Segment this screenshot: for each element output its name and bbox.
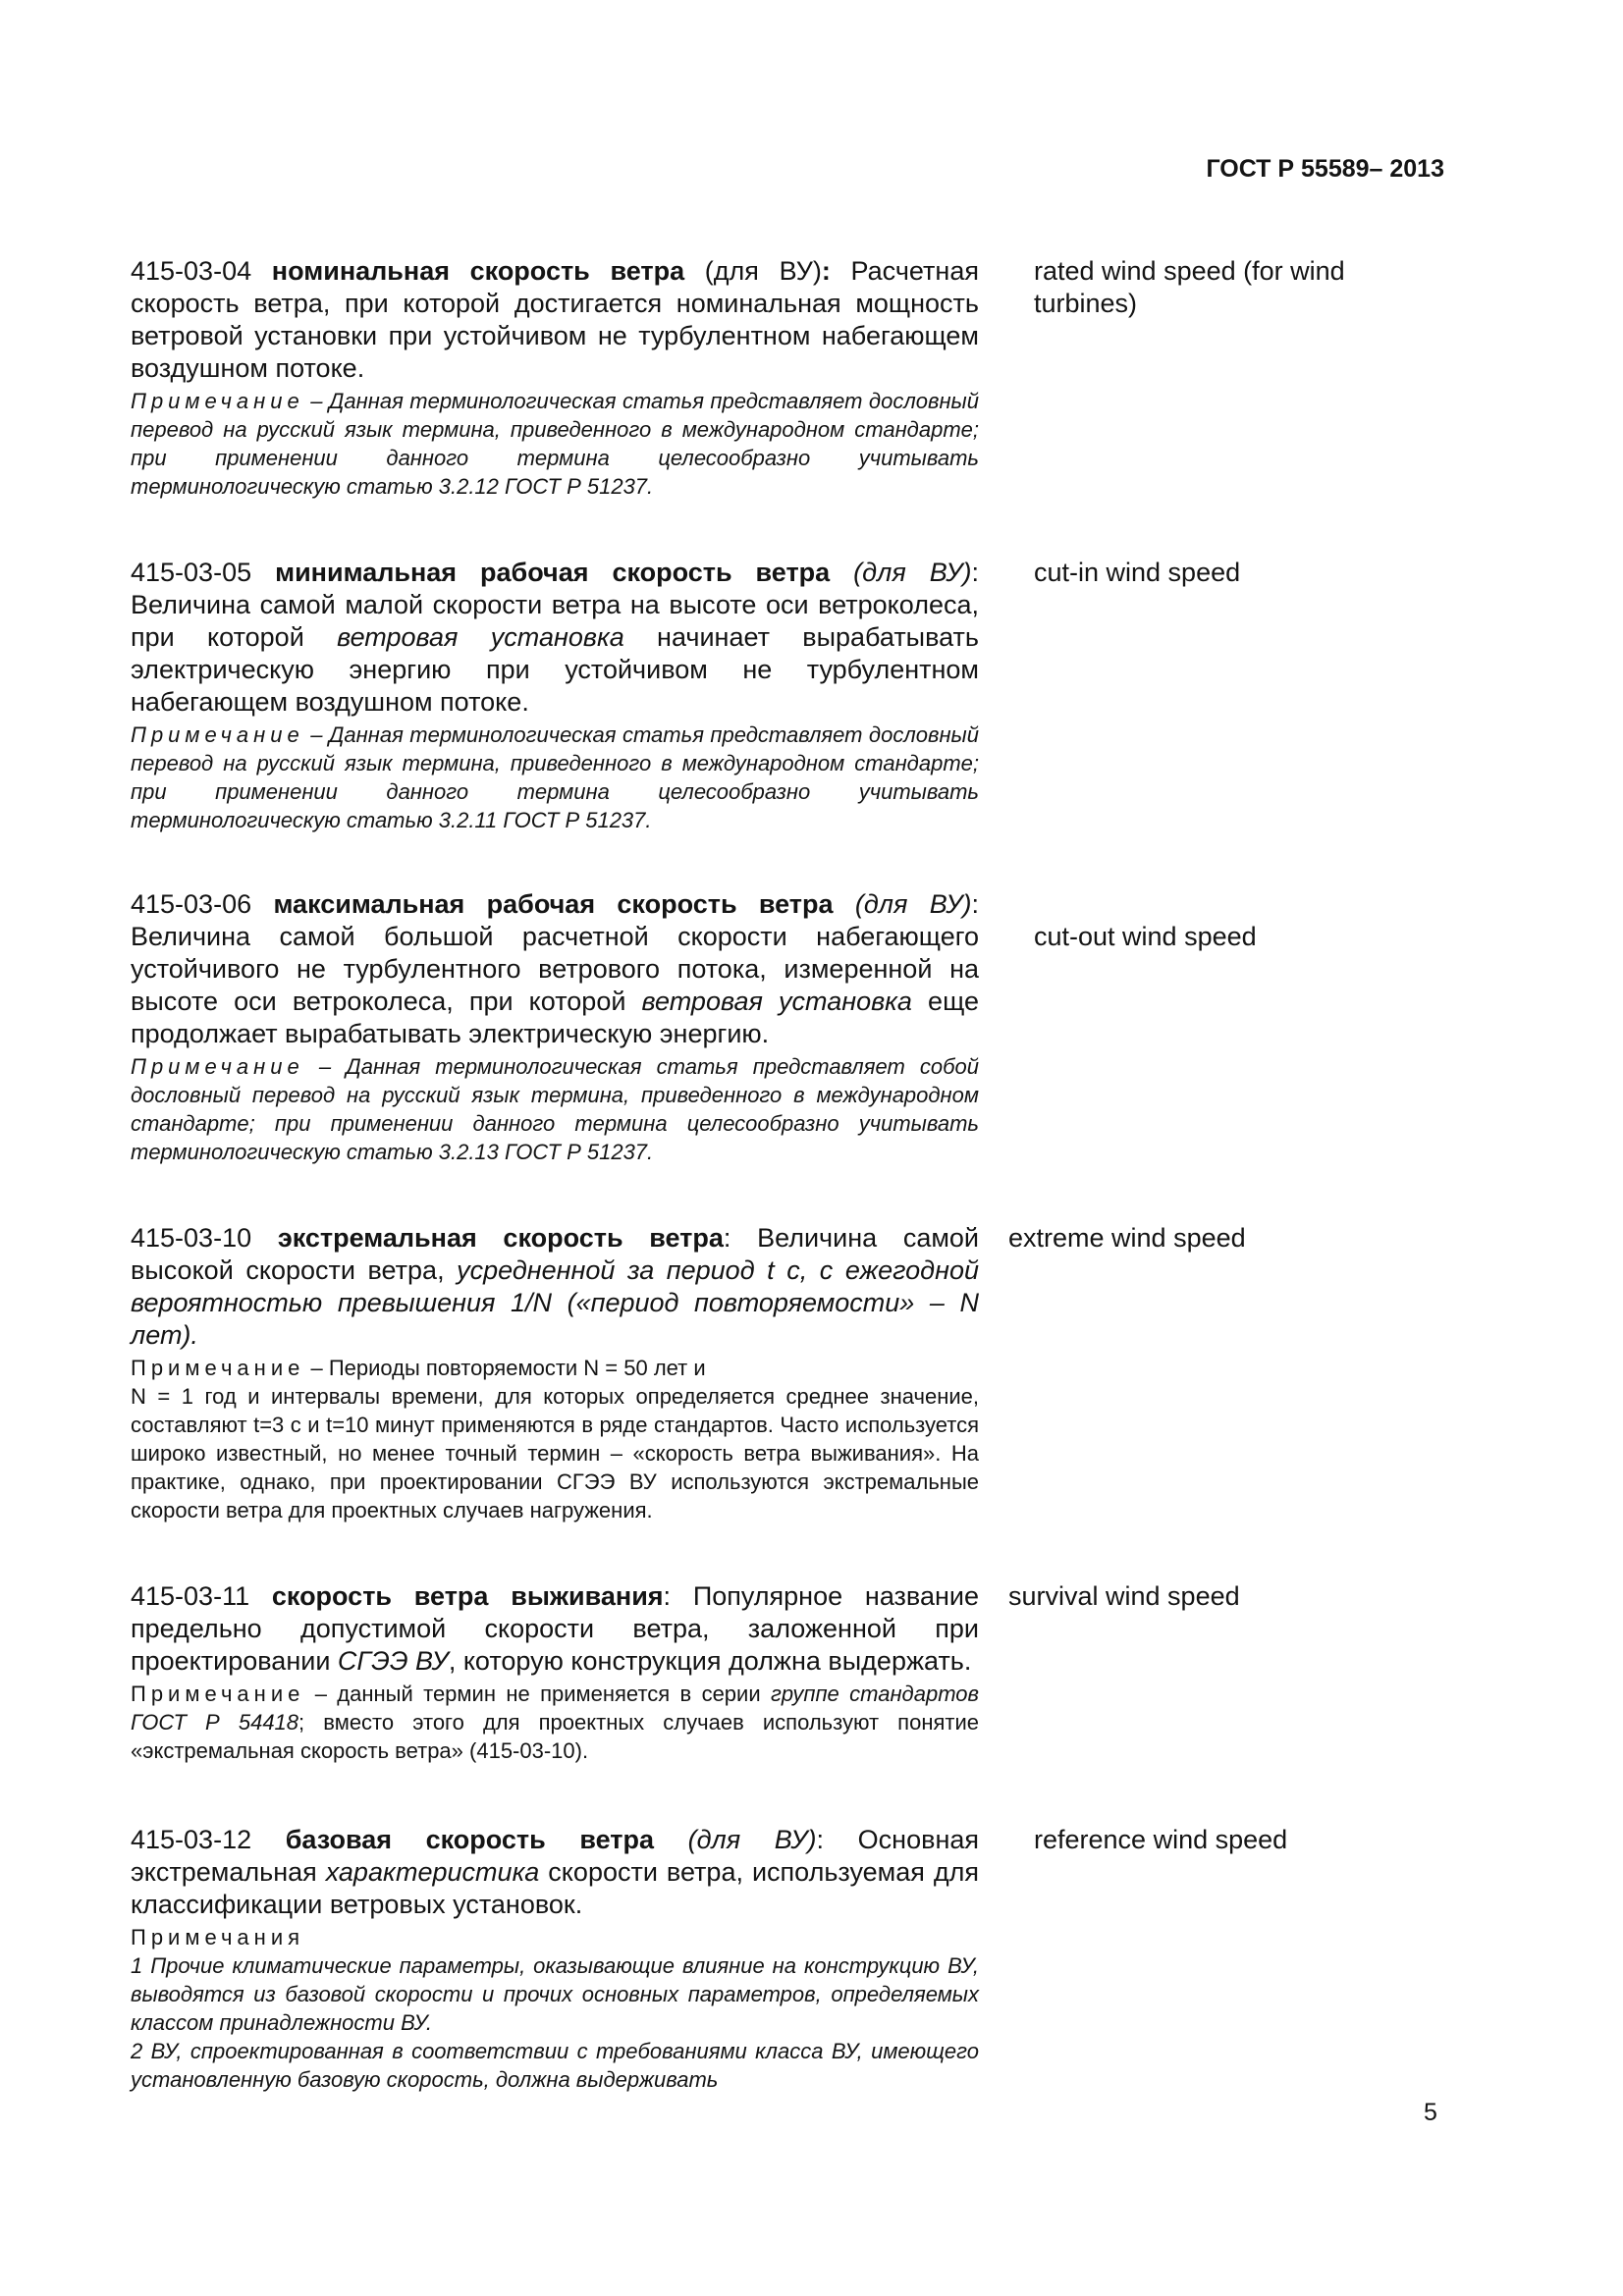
document-standard-number: ГОСТ Р 55589– 2013	[1206, 155, 1444, 183]
term-qualifier: (для ВУ)	[854, 889, 972, 919]
definition-text-continued: скорости ветра, используемая для классификации ветровых установок.	[131, 1857, 979, 1919]
note-text: – данный термин не применяется в серии	[314, 1682, 771, 1706]
english-equivalent: extreme wind speed	[1008, 1223, 1246, 1253]
note-text-continued: ; вместо этого для проектных случаев используют понятие «экстремальная скорость ветра» (415-03-10).	[131, 1710, 979, 1763]
english-equivalent: reference wind speed	[1034, 1825, 1288, 1854]
note-label: Примечание	[131, 1682, 305, 1706]
term-entry-415-03-12	[131, 1824, 979, 2094]
term-title: минимальная рабочая скорость ветра	[275, 558, 831, 587]
term-entry-415-03-05	[131, 557, 979, 834]
term-code: 415-03-04	[131, 256, 252, 286]
note-text: – Данная терминологическая статья представляет собой дословный перевод на русский язык термина, приведенного в международном стандарте; при применении данного термина целесообразно учитывать терминологическую статью 3.2.13 ГОСТ Р 51237.	[131, 1054, 980, 1164]
definition-text: Величина самой высокой скорости ветра,	[131, 1223, 979, 1285]
english-equivalent: cut-in wind speed	[1034, 558, 1241, 587]
english-equivalent: survival wind speed	[1008, 1581, 1240, 1611]
term-note-item: 1 Прочие климатические параметры, оказывающие влияние на конструкцию ВУ, выводятся из базовой скорости и прочих основных параметров, определяемых классом принадлежности ВУ.	[131, 1953, 979, 2035]
term-code: 415-03-11	[131, 1581, 250, 1611]
note-label: Примечания	[131, 1925, 305, 1949]
term-title: скорость ветра выживания	[271, 1581, 664, 1611]
term-note-item: 2 ВУ, спроектированная в соответствии с требованиями класса ВУ, имеющего установленную базовую скорость, должна выдерживать	[131, 2039, 979, 2092]
note-label: Примечание	[131, 1356, 305, 1380]
term-code: 415-03-10	[131, 1223, 252, 1253]
term-entry-415-03-11	[131, 1580, 979, 1765]
definition-text: Расчетная скорость ветра, при которой достигается номинальная мощность ветровой установки при устойчивом не турбулентном набегающем воздушном потоке.	[131, 256, 979, 383]
term-definition: 415-03-05 минимальная рабочая скорость ветра (для ВУ): Величина самой малой скорости ветра на высоте оси ветроколеса, при которой ветровая установка начинает вырабатывать электрическую энергию при устойчивом не турбулентном набегающем воздушном потоке.	[131, 558, 979, 717]
definition-italic: ветровая установка	[641, 987, 912, 1016]
term-definition: 415-03-12 базовая скорость ветра (для ВУ): Основная экстремальная характеристика скорости ветра, используемая для классификации ветровых установок.	[131, 1825, 979, 1919]
definition-text: Популярное название предельно допустимой скорости ветра, заложенной при проектировании	[131, 1581, 979, 1676]
term-entry-415-03-10	[131, 1222, 979, 1524]
term-code: 415-03-12	[131, 1825, 252, 1854]
note-label: Примечание	[131, 722, 304, 747]
term-definition: 415-03-04 номинальная скорость ветра (для ВУ): Расчетная скорость ветра, при которой достигается номинальная мощность ветровой установки при устойчивом не турбулентном набегающем воздушном потоке.	[131, 256, 979, 383]
note-label: Примечание	[131, 389, 304, 413]
definition-italic: СГЭЭ ВУ	[337, 1646, 449, 1676]
term-note	[131, 1052, 979, 1166]
definition-text: Величина самой большой расчетной скорости набегающего устойчивого не турбулентного ветрового потока, измеренной на высоте оси ветроколеса, при которой	[131, 922, 979, 1016]
term-title: максимальная рабочая скорость ветра	[273, 889, 834, 919]
term-note	[131, 721, 979, 834]
english-equivalent: rated wind speed (for wind turbines)	[1034, 256, 1345, 318]
term-title: экстремальная скорость ветра	[277, 1223, 724, 1253]
note-text: – Данная терминологическая статья представляет дословный перевод на русский язык термина, приведенного в международном стандарте; при применении данного термина целесообразно учитывать терминологическую статью 3.2.12 ГОСТ Р 51237.	[131, 389, 979, 499]
definition-text-continued: еще продолжает вырабатывать электрическую энергию.	[131, 987, 980, 1048]
note-text-continued: N = 1 год и интервалы времени, для которых определяется среднее значение, составляют t=3 с и t=10 минут применяются в ряде стандартов. Часто используется широко известный, но менее точный термин – «скорость ветра выживания». На практике, однако, при проектировании СГЭЭ ВУ используются экстремальные скорости ветра для проектных случаев нагружения.	[131, 1384, 979, 1522]
page-number: 5	[1424, 2099, 1437, 2126]
note-text: – Периоды повторяемости N = 50 лет и	[310, 1356, 706, 1380]
term-qualifier: (для ВУ)	[704, 256, 822, 286]
term-note	[131, 1354, 979, 1524]
note-label: Примечание	[131, 1054, 304, 1079]
definition-italic: усредненной за период t с, с ежегодной вероятностью превышения 1/N («период повторяемости» – N лет).	[131, 1255, 979, 1350]
term-definition: 415-03-11 скорость ветра выживания: Популярное название предельно допустимой скорости ветра, заложенной при проектировании СГЭЭ ВУ, которую конструкция должна выдержать.	[131, 1581, 979, 1676]
term-definition: 415-03-10 экстремальная скорость ветра: Величина самой высокой скорости ветра, усредненной за период t с, с ежегодной вероятностью превышения 1/N («период повторяемости» – N лет).	[131, 1223, 979, 1350]
term-qualifier: (для ВУ)	[687, 1825, 817, 1854]
note-text: – Данная терминологическая статья представляет дословный перевод на русский язык термина, приведенного в международном стандарте; при применении данного термина целесообразно учитывать терминологическую статью 3.2.11 ГОСТ Р 51237.	[131, 722, 979, 832]
term-note	[131, 1680, 979, 1765]
definition-text: Величина самой малой скорости ветра на высоте оси ветроколеса, при которой	[131, 590, 979, 652]
definition-text-continued: начинает вырабатывать электрическую энергию при устойчивом не турбулентном набегающем воздушном потоке.	[131, 622, 979, 717]
english-equivalent: cut-out wind speed	[1034, 922, 1257, 951]
term-note	[131, 387, 979, 501]
term-code: 415-03-05	[131, 558, 252, 587]
note-italic: группе стандартов ГОСТ Р 54418	[131, 1682, 979, 1735]
definition-text: Основная экстремальная	[131, 1825, 979, 1887]
definition-text-continued: , которую конструкция должна выдержать.	[448, 1646, 972, 1676]
term-entry-415-03-06	[131, 888, 979, 1166]
term-entry-415-03-04	[131, 255, 979, 501]
term-definition: 415-03-06 максимальная рабочая скорость ветра (для ВУ): Величина самой большой расчетной скорости набегающего устойчивого не турбулентного ветрового потока, измеренной на высоте оси ветроколеса, при которой ветровая установка еще продолжает вырабатывать электрическую энергию.	[131, 889, 980, 1048]
term-code: 415-03-06	[131, 889, 252, 919]
definition-italic: ветровая установка	[337, 622, 624, 652]
term-note-label	[131, 1923, 979, 1951]
term-qualifier: (для ВУ)	[853, 558, 972, 587]
definition-italic: характеристика	[325, 1857, 540, 1887]
term-title: базовая скорость ветра	[285, 1825, 654, 1854]
term-title: номинальная скорость ветра	[271, 256, 685, 286]
